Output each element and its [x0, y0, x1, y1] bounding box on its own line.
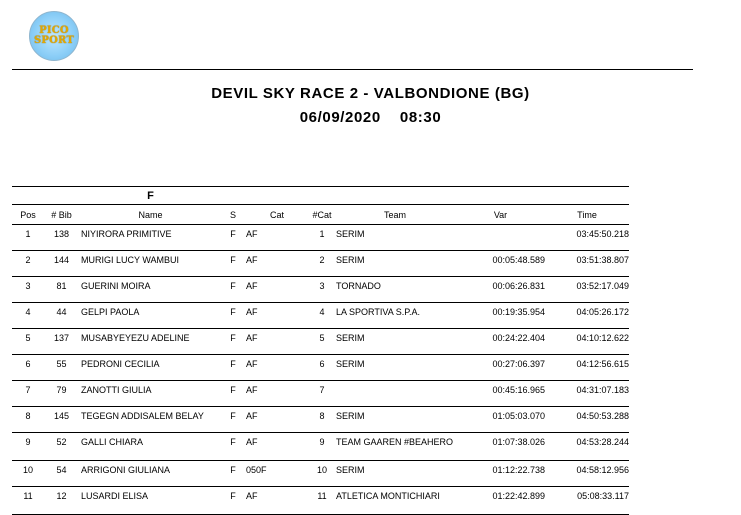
- cell-cat-pos: 1: [310, 225, 334, 251]
- col-header-name: Name: [79, 205, 222, 225]
- race-title: DEVIL SKY RACE 2 - VALBONDIONE (BG): [211, 85, 530, 102]
- cell-time: 04:05:26.172: [545, 303, 629, 329]
- col-header-cat: Cat: [244, 205, 310, 225]
- cell-cat: AF: [244, 381, 310, 407]
- cell-var: 01:12:22.738: [456, 461, 545, 487]
- cell-cat-pos: 7: [310, 381, 334, 407]
- pico-sport-logo: [29, 11, 79, 61]
- cell-cat-pos: 3: [310, 277, 334, 303]
- cell-team: ATLETICA MONTICHIARI: [334, 487, 456, 515]
- cell-time: 04:50:53.288: [545, 407, 629, 433]
- cell-name: ARRIGONI GIULIANA: [79, 461, 222, 487]
- logo-text-line1: PICO: [39, 25, 69, 36]
- cell-cat-pos: 6: [310, 355, 334, 381]
- col-header-bib: # Bib: [44, 205, 79, 225]
- table-row: [12, 251, 629, 277]
- table-row: [12, 433, 629, 461]
- cell-name: PEDRONI CECILIA: [79, 355, 222, 381]
- cell-var: 00:24:22.404: [456, 329, 545, 355]
- race-time: 08:30: [399, 109, 442, 126]
- cell-var: 01:05:03.070: [456, 407, 545, 433]
- cell-cat-pos: 9: [310, 433, 334, 461]
- category-group-row: [12, 187, 629, 205]
- cell-pos: 8: [12, 407, 44, 433]
- cell-bib: 144: [44, 251, 79, 277]
- cell-cat-pos: 2: [310, 251, 334, 277]
- col-header-pos: Pos: [12, 205, 44, 225]
- cell-bib: 44: [44, 303, 79, 329]
- table-row: [12, 277, 629, 303]
- cell-name: GUERINI MOIRA: [79, 277, 222, 303]
- category-group-label: F: [79, 187, 222, 205]
- cell-pos: 4: [12, 303, 44, 329]
- cell-pos: 2: [12, 251, 44, 277]
- cell-bib: 79: [44, 381, 79, 407]
- cell-sex: F: [222, 407, 244, 433]
- cell-cat: AF: [244, 329, 310, 355]
- cell-cat: AF: [244, 303, 310, 329]
- cell-cat: 050F: [244, 461, 310, 487]
- cell-cat: AF: [244, 355, 310, 381]
- cell-team: TORNADO: [334, 277, 456, 303]
- cell-cat: AF: [244, 277, 310, 303]
- cell-sex: F: [222, 329, 244, 355]
- cell-bib: 12: [44, 487, 79, 515]
- cell-team: SERIM: [334, 407, 456, 433]
- cell-pos: 1: [12, 225, 44, 251]
- cell-time: 04:10:12.622: [545, 329, 629, 355]
- table-row: [12, 487, 629, 515]
- cell-cat-pos: 5: [310, 329, 334, 355]
- col-header-var: Var: [456, 205, 545, 225]
- cell-pos: 5: [12, 329, 44, 355]
- cell-sex: F: [222, 381, 244, 407]
- cell-cat: AF: [244, 433, 310, 461]
- cell-time: 04:58:12.956: [545, 461, 629, 487]
- cell-name: ZANOTTI GIULIA: [79, 381, 222, 407]
- cell-name: MUSABYEYEZU ADELINE: [79, 329, 222, 355]
- cell-pos: 6: [12, 355, 44, 381]
- cell-time: 04:12:56.615: [545, 355, 629, 381]
- cell-sex: F: [222, 433, 244, 461]
- cell-cat: AF: [244, 225, 310, 251]
- table-header-row: [12, 205, 629, 225]
- cell-bib: 145: [44, 407, 79, 433]
- logo-text-line2: SPORT: [33, 35, 75, 46]
- table-row: [12, 329, 629, 355]
- cell-sex: F: [222, 355, 244, 381]
- cell-sex: F: [222, 225, 244, 251]
- cell-cat-pos: 8: [310, 407, 334, 433]
- table-row: [12, 407, 629, 433]
- cell-var: 01:07:38.026: [456, 433, 545, 461]
- cell-cat-pos: 11: [310, 487, 334, 515]
- cell-var: 00:06:26.831: [456, 277, 545, 303]
- cell-cat: AF: [244, 251, 310, 277]
- cell-cat: AF: [244, 487, 310, 515]
- cell-cat-pos: 4: [310, 303, 334, 329]
- col-header-cat-pos: #Cat: [310, 205, 334, 225]
- table-row: [12, 461, 629, 487]
- cell-var: 00:19:35.954: [456, 303, 545, 329]
- cell-name: TEGEGN ADDISALEM BELAY: [79, 407, 222, 433]
- cell-cat-pos: 10: [310, 461, 334, 487]
- cell-team: SERIM: [334, 225, 456, 251]
- cell-bib: 137: [44, 329, 79, 355]
- cell-var: 00:27:06.397: [456, 355, 545, 381]
- cell-sex: F: [222, 277, 244, 303]
- cell-team: TEAM GAAREN #BEAHERO: [334, 433, 456, 461]
- cell-bib: 81: [44, 277, 79, 303]
- cell-var: 01:22:42.899: [456, 487, 545, 515]
- cell-pos: 7: [12, 381, 44, 407]
- cell-time: 04:31:07.183: [545, 381, 629, 407]
- cell-sex: F: [222, 461, 244, 487]
- cell-pos: 9: [12, 433, 44, 461]
- race-date: 06/09/2020: [299, 109, 381, 126]
- cell-var: 00:05:48.589: [456, 251, 545, 277]
- cell-pos: 3: [12, 277, 44, 303]
- cell-bib: 138: [44, 225, 79, 251]
- table-row: [12, 381, 629, 407]
- cell-team: SERIM: [334, 461, 456, 487]
- cell-name: MURIGI LUCY WAMBUI: [79, 251, 222, 277]
- race-datetime: [0, 109, 741, 126]
- cell-bib: 52: [44, 433, 79, 461]
- col-header-time: Time: [545, 205, 629, 225]
- cell-cat: AF: [244, 407, 310, 433]
- cell-time: 03:51:38.807: [545, 251, 629, 277]
- cell-bib: 54: [44, 461, 79, 487]
- cell-time: 04:53:28.244: [545, 433, 629, 461]
- cell-team: [334, 381, 456, 407]
- header-divider: [12, 69, 693, 70]
- cell-name: GALLI CHIARA: [79, 433, 222, 461]
- cell-time: 05:08:33.117: [545, 487, 629, 515]
- cell-name: GELPI PAOLA: [79, 303, 222, 329]
- cell-pos: 10: [12, 461, 44, 487]
- cell-sex: F: [222, 251, 244, 277]
- cell-team: SERIM: [334, 329, 456, 355]
- cell-bib: 55: [44, 355, 79, 381]
- cell-team: SERIM: [334, 355, 456, 381]
- cell-name: LUSARDI ELISA: [79, 487, 222, 515]
- table-row: [12, 303, 629, 329]
- col-header-sex: S: [222, 205, 244, 225]
- cell-time: 03:45:50.218: [545, 225, 629, 251]
- cell-time: 03:52:17.049: [545, 277, 629, 303]
- table-row: [12, 355, 629, 381]
- cell-team: SERIM: [334, 251, 456, 277]
- col-header-team: Team: [334, 205, 456, 225]
- cell-var: 00:45:16.965: [456, 381, 545, 407]
- table-row: [12, 225, 629, 251]
- cell-pos: 11: [12, 487, 44, 515]
- cell-sex: F: [222, 303, 244, 329]
- cell-team: LA SPORTIVA S.P.A.: [334, 303, 456, 329]
- cell-sex: F: [222, 487, 244, 515]
- cell-name: NIYIRORA PRIMITIVE: [79, 225, 222, 251]
- results-table: [12, 186, 629, 515]
- cell-var: [456, 225, 545, 251]
